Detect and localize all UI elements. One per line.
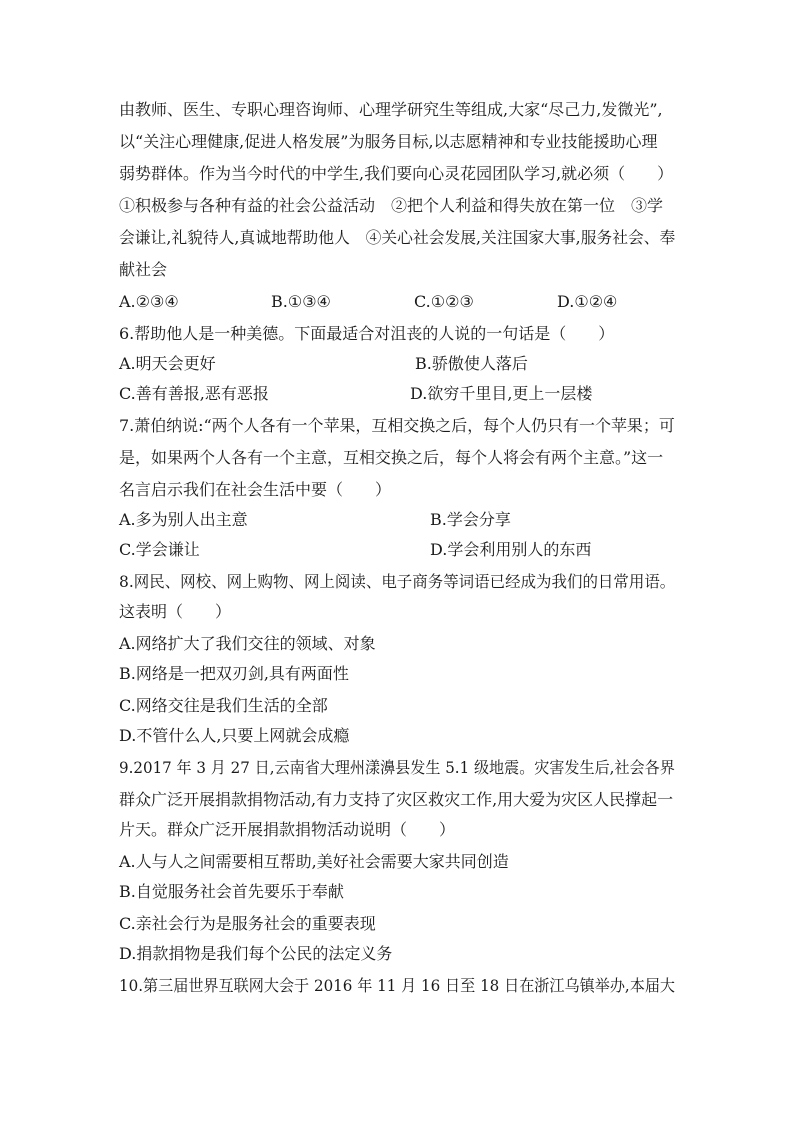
question-9-stem-line: 9.2017 年 3 月 27 日,云南省大理州漾濞县发生 5.1 级地震。灾害发生后,社会各界 (119, 758, 675, 777)
question-6-stem: 6.帮助他人是一种美德。下面最适合对沮丧的人说的一句话是（ ） (119, 324, 615, 343)
option-a: A.②③④ (119, 292, 179, 311)
option-c: C.学会谦让 (119, 540, 200, 559)
question-8-stem-line: 8.网民、网校、网上购物、网上阅读、电子商务等词语已经成为我们的日常用语。 (119, 572, 676, 591)
question-7-stem-line: 是，如果两个人各有一个主意，互相交换之后，每个人将会有两个主意。”这一 (119, 448, 664, 467)
option-d: D.捐款捐物是我们每个公民的法定义务 (119, 944, 393, 963)
option-b: B.网络是一把双刃剑,具有两面性 (119, 664, 349, 683)
option-b: B.自觉服务社会首先要乐于奉献 (119, 882, 344, 901)
option-c: C.亲社会行为是服务社会的重要表现 (119, 914, 376, 933)
option-a: A.人与人之间需要相互帮助,美好社会需要大家共同创造 (119, 852, 509, 871)
question-5-stem-line: 弱势群体。作为当今时代的中学生,我们要向心灵花园团队学习,就必须（ ） (119, 164, 674, 183)
question-5-stem-line: 会谦让,礼貌待人,真诚地帮助他人 ④关心社会发展,关注国家大事,服务社会、奉 (119, 228, 676, 247)
option-d: D.学会利用别人的东西 (430, 540, 592, 559)
option-c: C.①②③ (414, 292, 474, 311)
question-5-stem-line: ①积极参与各种有益的社会公益活动 ②把个人利益和得失放在第一位 ③学 (119, 196, 664, 215)
option-b: B.学会分享 (430, 510, 511, 529)
question-7-stem-line: 名言启示我们在社会生活中要（ ） (119, 480, 392, 499)
question-10-stem-line: 10.第三届世界互联网大会于 2016 年 11 月 16 日至 18 日在浙江乌镇举办,本届大 (119, 976, 676, 995)
question-9-stem-line: 片天。群众广泛开展捐款捐物活动说明（ ） (119, 820, 456, 839)
option-b: B.①③④ (271, 292, 331, 311)
question-5-stem-line: 由教师、医生、专职心理咨询师、心理学研究生等组成,大家“尽己力,发微光”, (119, 100, 663, 119)
option-d: D.不管什么人,只要上网就会成瘾 (119, 726, 350, 745)
option-d: D.欲穷千里目,更上一层楼 (410, 384, 593, 403)
option-d: D.①②④ (557, 292, 618, 311)
option-c: C.善有善报,恶有恶报 (119, 384, 269, 403)
option-b: B.骄傲使人落后 (415, 354, 528, 373)
question-7-stem-line: 7.萧伯纳说:“两个人各有一个苹果，互相交换之后，每个人仍只有一个苹果；可 (119, 416, 675, 435)
question-5-stem-line: 献社会 (119, 260, 168, 279)
question-9-stem-line: 群众广泛开展捐款捐物活动,有力支持了灾区救灾工作,用大爱为灾区人民撑起一 (119, 790, 674, 809)
option-a: A.网络扩大了我们交往的领域、对象 (119, 634, 376, 653)
option-c: C.网络交往是我们生活的全部 (119, 696, 328, 715)
option-a: A.多为别人出主意 (119, 510, 248, 529)
option-a: A.明天会更好 (119, 354, 216, 373)
question-5-stem-line: 以“关注心理健康,促进人格发展”为服务目标,以志愿精神和专业技能援助心理 (119, 132, 658, 151)
question-8-stem-line: 这表明（ ） (119, 602, 232, 621)
